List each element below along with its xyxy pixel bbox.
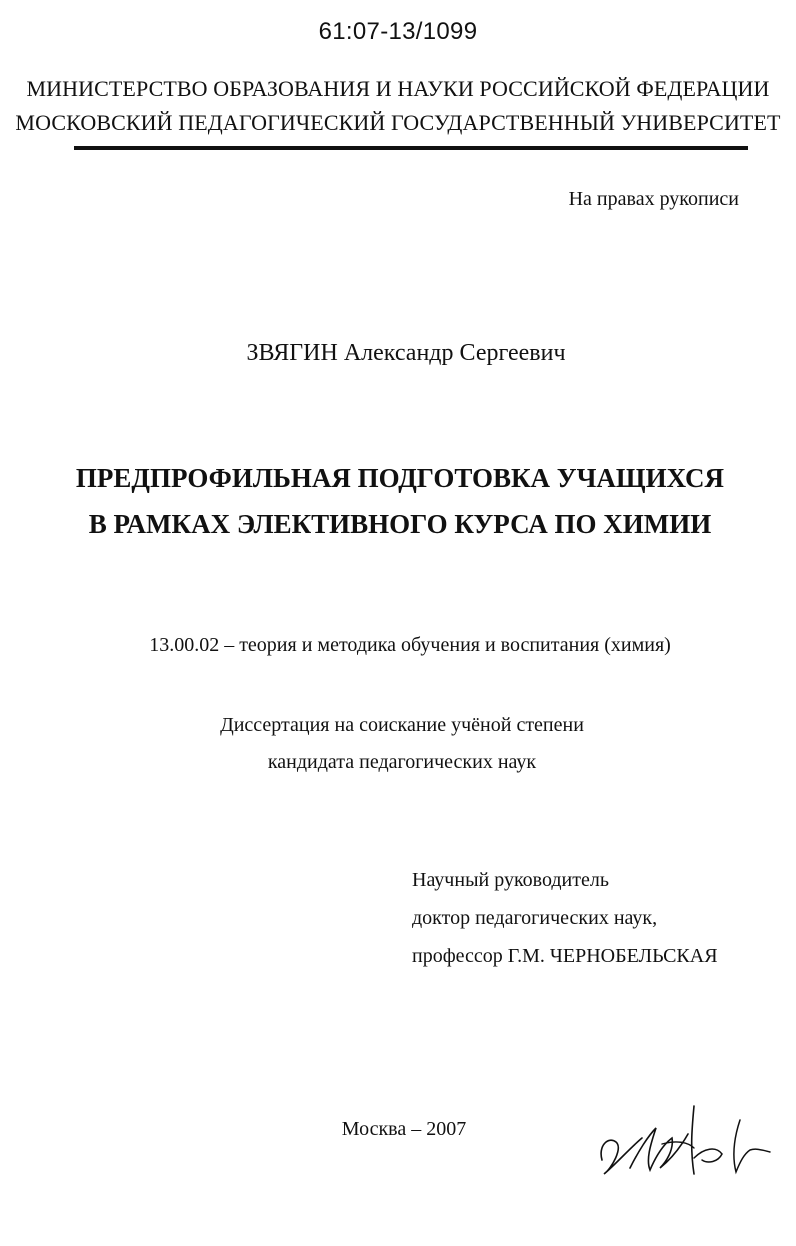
advisor-degree: доктор педагогических наук, xyxy=(412,907,658,929)
degree-line-2: кандидата педагогических наук xyxy=(267,751,537,773)
signature-mark xyxy=(590,1098,780,1188)
thesis-title-line-1: ПРЕДПРОФИЛЬНАЯ ПОДГОТОВКА УЧАЩИХСЯ xyxy=(75,463,725,493)
degree-line-1: Диссертация на соискание учёной степени xyxy=(220,714,584,736)
advisor-name: профессор Г.М. ЧЕРНОБЕЛЬСКАЯ xyxy=(412,945,718,967)
ministry-line-1: МИНИСТЕРСТВО ОБРАЗОВАНИЯ И НАУКИ РОССИЙСКОЙ ФЕДЕРАЦИИ xyxy=(26,76,770,101)
thesis-title-line-2: В РАМКАХ ЭЛЕКТИВНОГО КУРСА ПО ХИМИИ xyxy=(88,509,712,539)
city-year: Москва – 2007 xyxy=(341,1118,467,1140)
header-divider xyxy=(74,146,748,150)
advisor-label: Научный руководитель xyxy=(412,869,609,891)
university-line: МОСКОВСКИЙ ПЕДАГОГИЧЕСКИЙ ГОСУДАРСТВЕННЫЙ УНИВЕРСИТЕТ xyxy=(15,110,781,135)
document-code: 61:07-13/1099 xyxy=(318,18,478,45)
specialty-code: 13.00.02 – теория и методика обучения и воспитания (химия) xyxy=(149,634,671,656)
manuscript-note: На правах рукописи xyxy=(568,188,739,210)
author-name: ЗВЯГИН Александр Сергеевич xyxy=(246,340,566,366)
